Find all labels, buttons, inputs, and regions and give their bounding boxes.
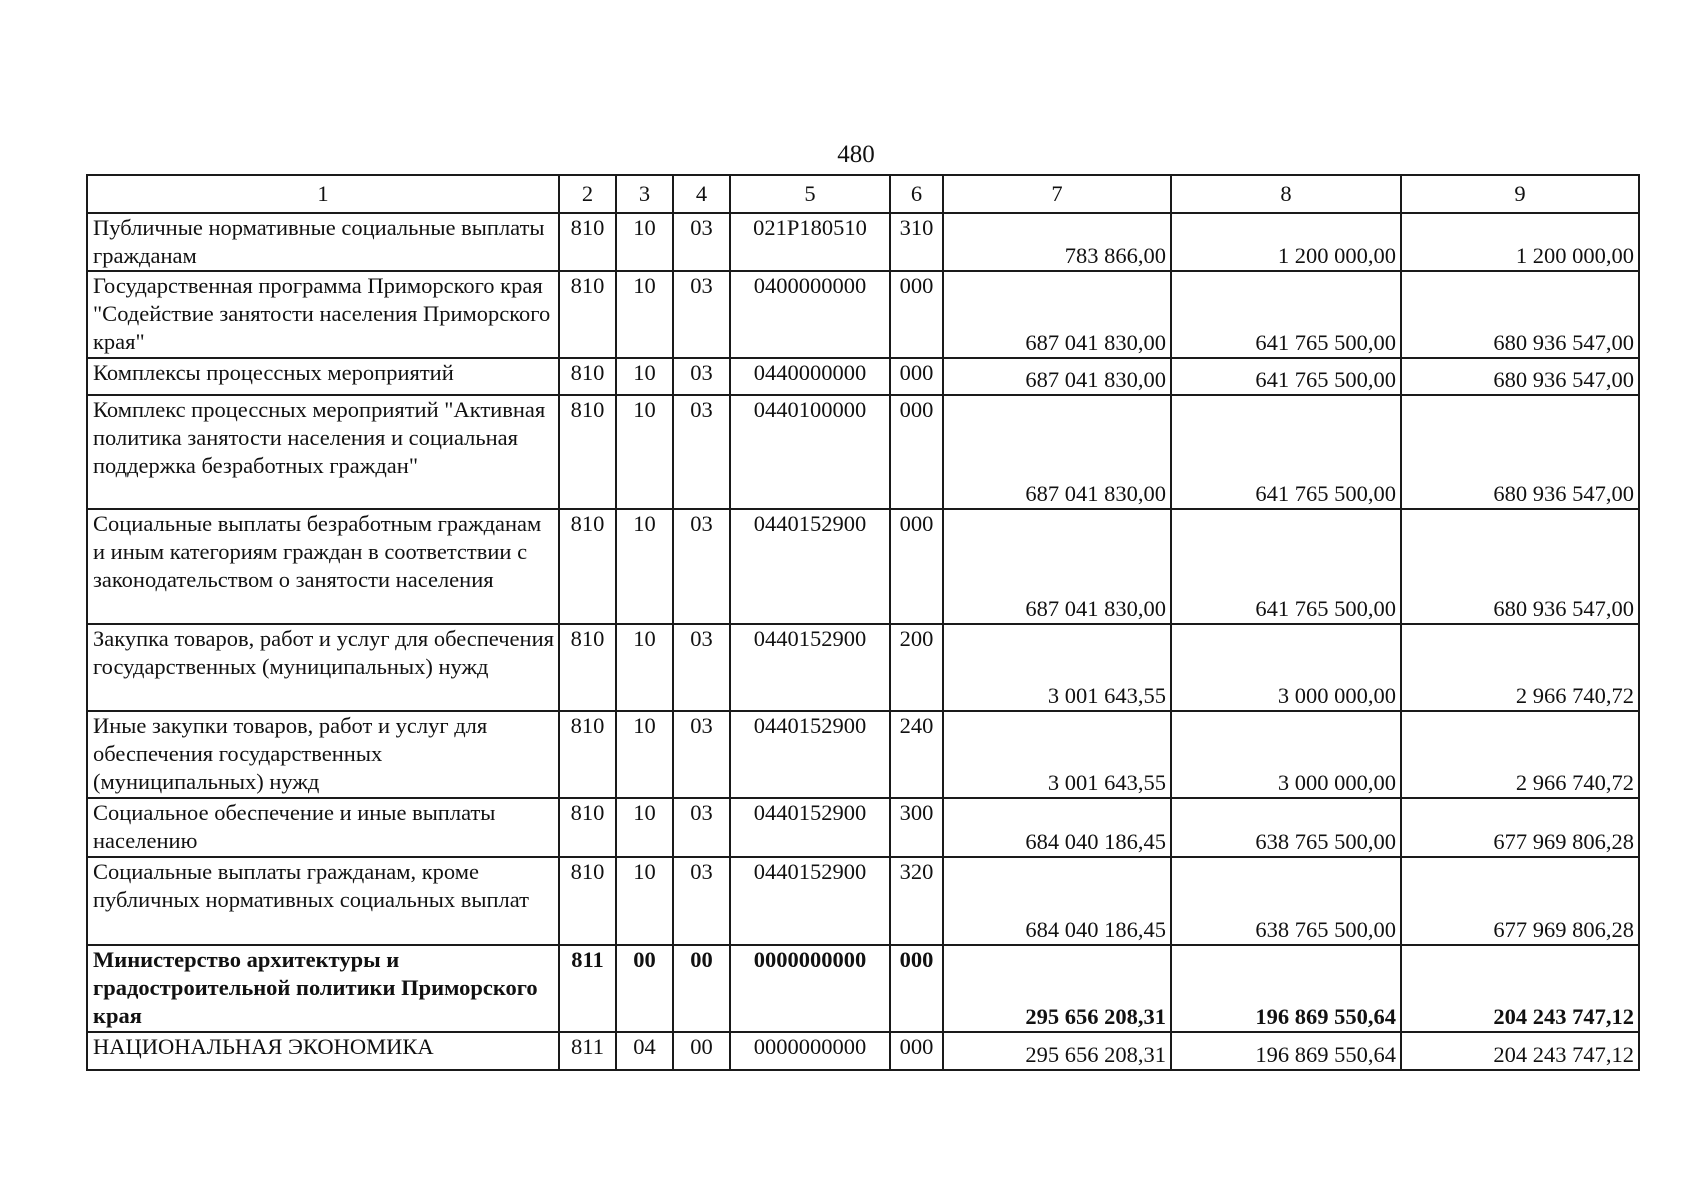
row-code-3: 10 xyxy=(616,798,673,857)
row-amount-9: 680 936 547,00 xyxy=(1401,509,1639,624)
row-amount-7: 687 041 830,00 xyxy=(943,358,1171,395)
row-amount-7: 684 040 186,45 xyxy=(943,798,1171,857)
table-row xyxy=(87,358,1639,395)
row-code-4: 03 xyxy=(673,213,730,271)
row-code-2: 810 xyxy=(559,624,616,711)
row-code-4: 03 xyxy=(673,798,730,857)
row-amount-7: 295 656 208,31 xyxy=(943,945,1171,1032)
row-name: Комплекс процессных мероприятий "Активная политика занятости населения и социальная поддержка безработных граждан" xyxy=(87,395,559,509)
row-code-5: 0440152900 xyxy=(730,711,890,798)
header-row xyxy=(87,175,1639,213)
row-code-4: 03 xyxy=(673,857,730,945)
header-cell: 1 xyxy=(87,175,559,213)
row-amount-7: 3 001 643,55 xyxy=(943,624,1171,711)
row-amount-9: 680 936 547,00 xyxy=(1401,271,1639,358)
row-code-5: 0440000000 xyxy=(730,358,890,395)
row-code-2: 810 xyxy=(559,711,616,798)
page-number: 480 xyxy=(837,141,875,168)
row-code-2: 811 xyxy=(559,1032,616,1070)
header-cell: 3 xyxy=(616,175,673,213)
header-cell: 8 xyxy=(1171,175,1401,213)
row-name: Закупка товаров, работ и услуг для обеспечения государственных (муниципальных) нужд xyxy=(87,624,559,711)
row-amount-8: 1 200 000,00 xyxy=(1171,213,1401,271)
row-code-5: 0440152900 xyxy=(730,798,890,857)
row-code-6: 240 xyxy=(890,711,943,798)
row-code-3: 10 xyxy=(616,624,673,711)
row-code-5: 0440100000 xyxy=(730,395,890,509)
row-amount-7: 687 041 830,00 xyxy=(943,271,1171,358)
row-amount-9: 680 936 547,00 xyxy=(1401,358,1639,395)
row-code-2: 810 xyxy=(559,271,616,358)
budget-table xyxy=(86,174,1640,1071)
row-code-6: 000 xyxy=(890,945,943,1032)
row-amount-7: 684 040 186,45 xyxy=(943,857,1171,945)
row-amount-9: 1 200 000,00 xyxy=(1401,213,1639,271)
row-amount-9: 2 966 740,72 xyxy=(1401,624,1639,711)
row-name: Министерство архитектуры и градостроительной политики Приморского края xyxy=(87,945,559,1032)
header-cell: 9 xyxy=(1401,175,1639,213)
row-code-2: 810 xyxy=(559,857,616,945)
header-cell: 7 xyxy=(943,175,1171,213)
row-code-3: 10 xyxy=(616,509,673,624)
row-amount-8: 641 765 500,00 xyxy=(1171,358,1401,395)
row-code-6: 000 xyxy=(890,509,943,624)
row-code-4: 03 xyxy=(673,711,730,798)
row-code-5: 0000000000 xyxy=(730,945,890,1032)
row-name: Социальные выплаты гражданам, кроме публичных нормативных социальных выплат xyxy=(87,857,559,945)
row-code-2: 810 xyxy=(559,509,616,624)
table-row xyxy=(87,395,1639,509)
table-row xyxy=(87,857,1639,945)
row-code-3: 00 xyxy=(616,945,673,1032)
row-code-3: 04 xyxy=(616,1032,673,1070)
row-code-2: 810 xyxy=(559,213,616,271)
row-code-2: 810 xyxy=(559,798,616,857)
table-row xyxy=(87,711,1639,798)
row-amount-9: 204 243 747,12 xyxy=(1401,1032,1639,1070)
row-name: Комплексы процессных мероприятий xyxy=(87,358,559,395)
row-amount-8: 3 000 000,00 xyxy=(1171,624,1401,711)
table-row xyxy=(87,945,1639,1032)
row-code-3: 10 xyxy=(616,271,673,358)
row-amount-7: 687 041 830,00 xyxy=(943,509,1171,624)
row-code-2: 810 xyxy=(559,358,616,395)
row-amount-8: 638 765 500,00 xyxy=(1171,798,1401,857)
table-row xyxy=(87,624,1639,711)
row-amount-9: 677 969 806,28 xyxy=(1401,857,1639,945)
row-name: Иные закупки товаров, работ и услуг для обеспечения государственных (муниципальных) нужд xyxy=(87,711,559,798)
row-name: Публичные нормативные социальные выплаты гражданам xyxy=(87,213,559,271)
row-code-5: 0000000000 xyxy=(730,1032,890,1070)
row-amount-8: 641 765 500,00 xyxy=(1171,271,1401,358)
row-code-3: 10 xyxy=(616,213,673,271)
table-row xyxy=(87,509,1639,624)
row-amount-9: 677 969 806,28 xyxy=(1401,798,1639,857)
header-cell: 6 xyxy=(890,175,943,213)
row-code-2: 810 xyxy=(559,395,616,509)
table-row xyxy=(87,1032,1639,1070)
row-code-5: 0440152900 xyxy=(730,857,890,945)
row-amount-7: 3 001 643,55 xyxy=(943,711,1171,798)
row-code-6: 320 xyxy=(890,857,943,945)
row-code-6: 000 xyxy=(890,358,943,395)
row-code-3: 10 xyxy=(616,857,673,945)
row-code-5: 021P180510 xyxy=(730,213,890,271)
row-amount-7: 295 656 208,31 xyxy=(943,1032,1171,1070)
row-code-4: 00 xyxy=(673,1032,730,1070)
table-row xyxy=(87,213,1639,271)
row-code-4: 00 xyxy=(673,945,730,1032)
row-code-4: 03 xyxy=(673,358,730,395)
row-amount-8: 638 765 500,00 xyxy=(1171,857,1401,945)
row-code-6: 000 xyxy=(890,395,943,509)
row-amount-8: 641 765 500,00 xyxy=(1171,509,1401,624)
row-code-4: 03 xyxy=(673,624,730,711)
row-code-6: 310 xyxy=(890,213,943,271)
table-row xyxy=(87,798,1639,857)
row-name: Социальные выплаты безработным гражданам и иным категориям граждан в соответствии с законодательством о занятости населения xyxy=(87,509,559,624)
row-code-3: 10 xyxy=(616,358,673,395)
row-amount-8: 196 869 550,64 xyxy=(1171,1032,1401,1070)
row-amount-9: 204 243 747,12 xyxy=(1401,945,1639,1032)
row-code-6: 000 xyxy=(890,1032,943,1070)
row-amount-7: 687 041 830,00 xyxy=(943,395,1171,509)
row-amount-7: 783 866,00 xyxy=(943,213,1171,271)
row-name: НАЦИОНАЛЬНАЯ ЭКОНОМИКА xyxy=(87,1032,559,1070)
row-code-6: 200 xyxy=(890,624,943,711)
header-cell: 5 xyxy=(730,175,890,213)
row-name: Государственная программа Приморского края "Содействие занятости населения Приморского края" xyxy=(87,271,559,358)
row-code-6: 000 xyxy=(890,271,943,358)
row-code-3: 10 xyxy=(616,711,673,798)
row-code-5: 0400000000 xyxy=(730,271,890,358)
row-code-3: 10 xyxy=(616,395,673,509)
row-name: Социальное обеспечение и иные выплаты населению xyxy=(87,798,559,857)
row-code-2: 811 xyxy=(559,945,616,1032)
row-code-4: 03 xyxy=(673,395,730,509)
header-cell: 4 xyxy=(673,175,730,213)
row-amount-8: 196 869 550,64 xyxy=(1171,945,1401,1032)
row-code-5: 0440152900 xyxy=(730,509,890,624)
row-code-5: 0440152900 xyxy=(730,624,890,711)
row-code-4: 03 xyxy=(673,509,730,624)
row-code-4: 03 xyxy=(673,271,730,358)
table-row xyxy=(87,271,1639,358)
row-amount-8: 641 765 500,00 xyxy=(1171,395,1401,509)
row-amount-9: 680 936 547,00 xyxy=(1401,395,1639,509)
header-cell: 2 xyxy=(559,175,616,213)
row-code-6: 300 xyxy=(890,798,943,857)
row-amount-9: 2 966 740,72 xyxy=(1401,711,1639,798)
row-amount-8: 3 000 000,00 xyxy=(1171,711,1401,798)
